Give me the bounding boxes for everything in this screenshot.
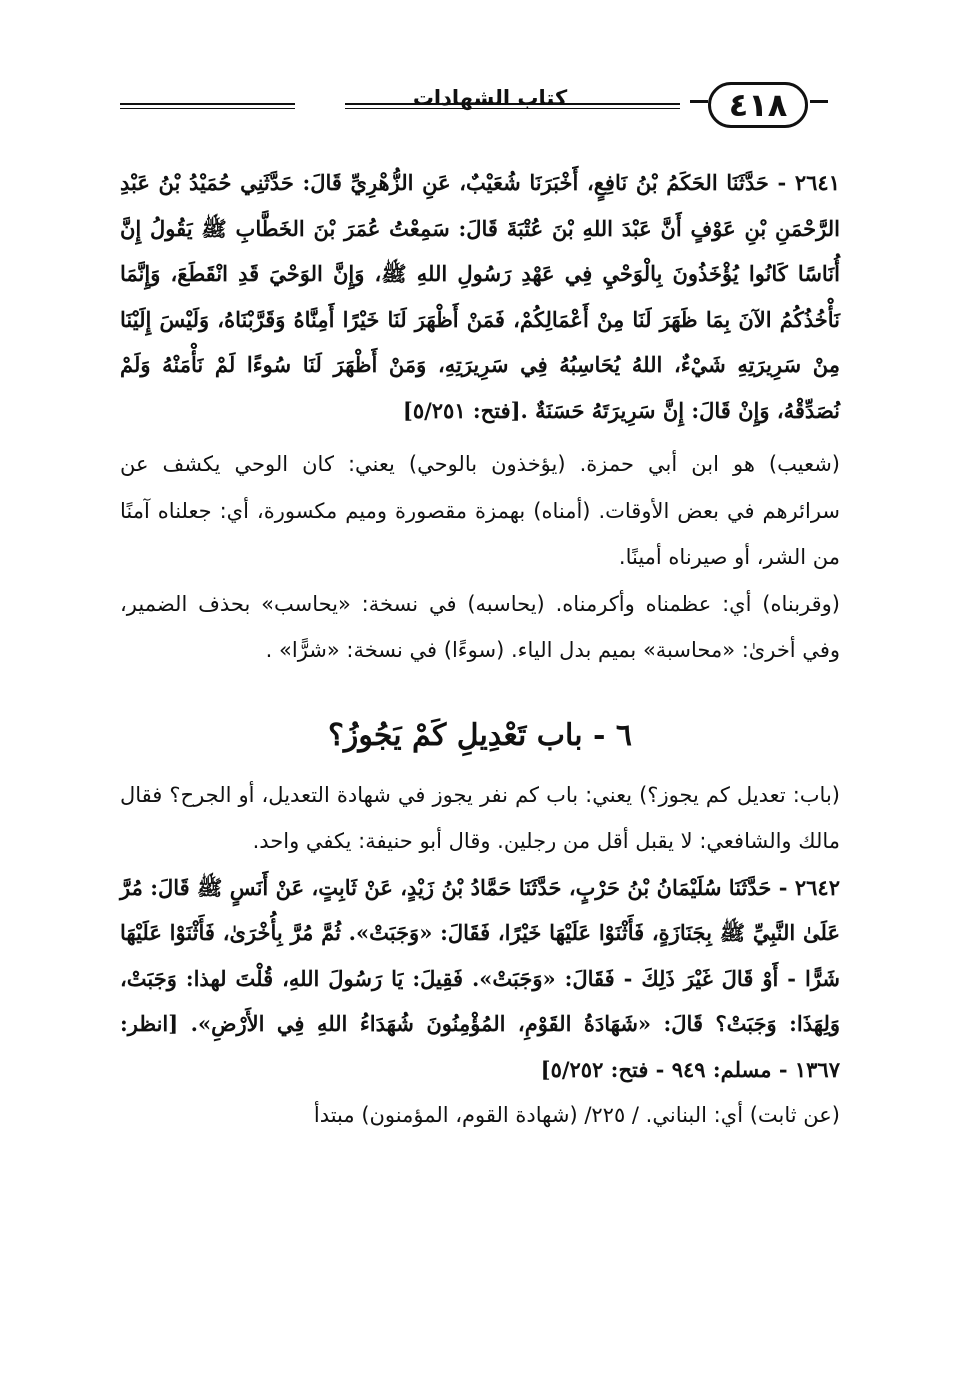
page-number-ornament-right bbox=[810, 100, 828, 103]
header-rule-left bbox=[120, 103, 295, 109]
commentary-paragraph: (عن ثابت) أي: البناني. / ٢٢٥/ (شهادة القوم، المؤمنون) مبتدأ bbox=[313, 1103, 840, 1127]
page-number: ٤١٨ bbox=[728, 86, 788, 124]
commentary-paragraph: (وقربناه) أي: عظمناه وأكرمناه. (يحاسبه) في نسخة: «يحاسب» بحذف الضمير، وفي أخرىٰ: «محاسبة» بميم بدل الياء. (سوءًا) في نسخة: «شرًّا» . bbox=[120, 591, 840, 662]
page-header bbox=[100, 80, 845, 138]
page-body bbox=[120, 160, 840, 1139]
paragraph-spacer bbox=[120, 433, 840, 441]
hadith-2641-text: ٢٦٤١ - حَدَّثَنَا الحَكَمُ بْنُ نَافِعٍ، أَخْبَرَنَا شُعَيْبٌ، عَنِ الزُّهْرِيِّ قَالَ: حَدَّثَنِي حُمَيْدُ بْنُ عَبْدِ الرَّحْمَنِ بْنِ عَوْفٍ أَنَّ عَبْدَ اللهِ بْنَ عُتْبَةَ قَالَ: سَمِعْتُ عُمَرَ بْنَ الخَطَّابِ ﷺ يَقُولُ إِنَّ أُنَاسًا كَانُوا يُؤْخَذُونَ بِالْوَحْيِ فِي عَهْدِ رَسُولِ اللهِ ﷺ، وَإِنَّ الوَحْيَ قَدِ انْقَطَعَ، وَإِنَّمَا نَأْخُذُكُمُ الآنَ بِمَا ظَهَرَ لَنَا مِنْ أَعْمَالِكُمْ، فَمَنْ أَظْهَرَ لَنَا خَيْرًا أَمِنَّاهُ وَقَرَّبْنَاهُ، وَلَيْسَ إِلَيْنَا مِنْ سَرِيرَتِهِ شَيْءٌ، اللهُ يُحَاسِبُهُ فِي سَرِيرَتِهِ، وَمَنْ أَظْهَرَ لَنَا سُوءًا لَمْ نَأْمَنْهُ وَلَمْ نُصَدِّقْهُ، وَإِنْ قَالَ: إِنَّ سَرِيرَتَهُ حَسَنَةٌ .[فتح: ٥/٢٥١] bbox=[120, 170, 840, 423]
commentary-paragraph: (باب: تعديل كم يجوز؟) يعني: باب كم نفر يجوز في شهادة التعديل، أو الجرح؟ فقال مالك والشافعي: لا يقبل أقل من رجلين. وقال أبو حنيفة: يكفي واحد. bbox=[120, 782, 840, 853]
chapter-heading: ٦ - باب تَعْدِيلِ كَمْ يَجُوزُ؟ bbox=[327, 717, 633, 753]
running-book-title: كتاب الشهادات bbox=[412, 86, 568, 110]
page-number-ornament-left bbox=[690, 100, 708, 103]
hadith-2642-text: ٢٦٤٢ - حَدَّثَنَا سُلَيْمَانُ بْنُ حَرْبٍ، حَدَّثَنَا حَمَّادُ بْنُ زَيْدٍ، عَنْ ثَابِتٍ، عَنْ أَنَسٍ ﷺ قَالَ: مُرَّ عَلَىٰ النَّبِيِّ ﷺ بِجَنَازَةٍ، فَأَثْنَوْا عَلَيْهَا خَيْرًا، فَقَالَ: «وَجَبَتْ». ثُمَّ مُرَّ بِأُخْرَىٰ، فَأَثْنَوْا عَلَيْهَا شَرًّا - أَوْ قَالَ غَيْرَ ذَلِكَ - فَقَالَ: «وَجَبَتْ». فَقِيلَ: يَا رَسُولَ اللهِ، قُلْتَ لهذا: وَجَبَتْ، وَلِهَذَا: وَجَبَتْ؟ قَالَ: «شَهَادَةُ القَوْمِ، المُؤْمِنُونَ شُهَدَاءُ اللهِ فِي الأَرْضِ». [انظر: ١٣٦٧ - مسلم: ٩٤٩ - فتح: ٥/٢٥٢] bbox=[120, 874, 841, 1082]
header-rule-middle bbox=[345, 103, 680, 109]
page-number-badge bbox=[708, 82, 808, 128]
commentary-paragraph: (شعيب) هو ابن أبي حمزة. (يؤخذون بالوحي) يعني: كان الوحي يكشف عن سرائرهم في بعض الأوقات. (أمناه) بهمزة مقصورة وميم مكسورة، أي: جعلناه آمنًا من الشر، أو صيرناه أمينًا. bbox=[120, 452, 840, 569]
